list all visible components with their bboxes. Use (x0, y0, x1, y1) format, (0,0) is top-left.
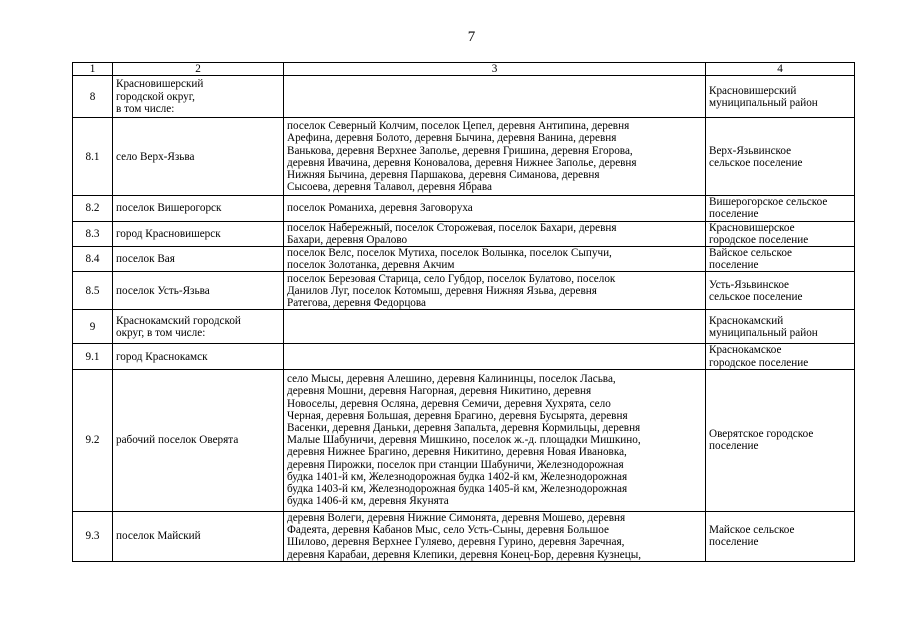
municipality-name-line: Оверятское городское (709, 428, 814, 441)
settlement-list-line: поселок Велс, поселок Мутиха, поселок Волынка, поселок Сыпучи, (287, 247, 612, 260)
settlement-name-line: город Краснокамск (116, 350, 208, 363)
municipality-name-line: поселение (709, 259, 759, 272)
settlement-name-line: село Верх-Язьва (116, 150, 195, 163)
settlement-name (113, 272, 284, 310)
settlement-name-line: Красновишерский (116, 78, 204, 91)
row-number: 8.4 (73, 247, 113, 272)
municipality-name (706, 369, 855, 511)
municipality-name-line: городское поселение (709, 233, 809, 246)
table-row (73, 511, 855, 561)
settlement-list-line: Фадеята, деревня Кабанов Мыс, село Усть-Сыны, деревня Большое (287, 524, 609, 537)
settlement-list-line: Шилово, деревня Верхнее Гуляево, деревня Гурино, деревня Заречная, (287, 536, 625, 549)
table-row (73, 247, 855, 272)
row-number: 8.2 (73, 196, 113, 221)
settlement-name-line: округ, в том числе: (116, 326, 206, 339)
settlement-list-line: Нижняя Бычина, деревня Паршакова, деревня Симанова, деревня (287, 168, 600, 181)
settlement-list-line: Ратегова, деревня Федорцова (287, 297, 426, 310)
row-number: 8 (73, 76, 113, 118)
row-number: 9.3 (73, 511, 113, 561)
settlement-list-line: будка 1406-й км, деревня Якунята (287, 495, 449, 508)
municipality-name-line: сельское поселение (709, 156, 803, 169)
settlement-list (284, 272, 706, 310)
settlement-list-line: будка 1403-й км, Железнодорожная будка 1405-й км, Железнодорожная (287, 483, 628, 496)
settlement-name (113, 369, 284, 511)
settlement-list (284, 511, 706, 561)
municipality-name-line: городское поселение (709, 356, 809, 369)
header-cell-2: 2 (113, 63, 284, 76)
settlement-list (284, 196, 706, 221)
table-row (73, 221, 855, 246)
settlement-list-line: поселок Березовая Старица, село Губдор, поселок Булатово, поселок (287, 272, 616, 285)
settlement-list-line: деревня Нижнее Брагино, деревня Никитино, деревня Новая Ивановка, (287, 446, 627, 459)
municipality-name-line: Вишерогорское сельское (709, 196, 828, 209)
settlement-name-line: поселок Вишерогорск (116, 202, 222, 215)
settlement-name (113, 196, 284, 221)
settlement-list-line: поселок Северный Колчим, поселок Цепел, деревня Антипина, деревня (287, 120, 630, 133)
table-row (73, 76, 855, 118)
municipality-name-line: Красновишерский (709, 84, 797, 97)
municipality-name-line: поселение (709, 536, 759, 549)
settlement-list (284, 344, 706, 369)
municipality-name-line: Усть-Язьвинское (709, 278, 790, 291)
settlement-list-line: Черная, деревня Большая, деревня Брагино, деревня Бусырята, деревня (287, 409, 628, 422)
row-number: 9.2 (73, 369, 113, 511)
settlement-name (113, 247, 284, 272)
municipality-name (706, 272, 855, 310)
settlement-list (284, 118, 706, 196)
settlement-list-line: деревня Пирожки, поселок при станции Шабуничи, Железнодорожная (287, 458, 624, 471)
table-row (73, 272, 855, 310)
settlement-name-line: городской округ, (116, 90, 195, 103)
settlement-list-line: Арефина, деревня Болото, деревня Бычина, деревня Ванина, деревня (287, 132, 617, 145)
settlement-list-line: деревня Волеги, деревня Нижние Симонята, деревня Мошево, деревня (287, 511, 626, 524)
settlement-name-line: поселок Усть-Язьва (116, 284, 210, 297)
settlement-list (284, 76, 706, 118)
settlement-list-line: село Мысы, деревня Алешино, деревня Калининцы, поселок Ласьва, (287, 373, 616, 386)
municipality-name (706, 344, 855, 369)
municipality-name-line: Краснокамский (709, 314, 784, 327)
municipality-name (706, 247, 855, 272)
municipality-name-line: сельское поселение (709, 290, 803, 303)
row-number: 9 (73, 310, 113, 344)
row-number: 8.1 (73, 118, 113, 196)
settlement-list-line: поселок Набережный, поселок Сторожевая, поселок Бахари, деревня (287, 221, 617, 234)
header-cell-1: 1 (73, 63, 113, 76)
municipality-name (706, 511, 855, 561)
municipality-name (706, 118, 855, 196)
row-number: 8.3 (73, 221, 113, 246)
settlement-list-line: Ванькова, деревня Верхнее Заполье, деревня Гришина, деревня Егорова, (287, 144, 633, 157)
page-number: 7 (467, 29, 476, 45)
table-row (73, 118, 855, 196)
settlement-name (113, 221, 284, 246)
municipality-name (706, 196, 855, 221)
municipality-name-line: Красновишерское (709, 221, 795, 234)
settlement-list-line: Данилов Луг, поселок Котомыш, деревня Нижняя Язьва, деревня (287, 284, 597, 297)
settlements-table (72, 62, 855, 562)
municipality-name-line: Верх-Язьвинское (709, 144, 792, 157)
municipality-name-line: муниципальный район (709, 96, 818, 109)
settlement-list-line: поселок Золотанка, деревня Акчим (287, 259, 455, 272)
settlement-list-line: деревня Мошни, деревня Нагорная, деревня Никитино, деревня (287, 385, 592, 398)
table-body (73, 63, 855, 562)
settlement-list-line: Васенки, деревня Даньки, деревня Запальта, деревня Кормильцы, деревня (287, 422, 641, 435)
header-row (73, 63, 855, 76)
settlement-name-line: город Красновишерск (116, 227, 221, 240)
header-cell-3: 3 (284, 63, 706, 76)
settlement-list (284, 369, 706, 511)
municipality-name-line: Вайское сельское (709, 247, 793, 260)
table-row (73, 344, 855, 369)
settlement-list (284, 247, 706, 272)
municipality-name (706, 221, 855, 246)
municipality-name (706, 310, 855, 344)
settlement-list-line: Малые Шабуничи, деревня Мишкино, поселок ж.-д. площадки Мишкино, (287, 434, 641, 447)
settlement-list-line: деревня Ивачина, деревня Коновалова, деревня Нижнее Заполье, деревня (287, 156, 637, 169)
table-row (73, 196, 855, 221)
settlement-name (113, 344, 284, 369)
settlement-list (284, 221, 706, 246)
row-number: 9.1 (73, 344, 113, 369)
settlement-name (113, 511, 284, 561)
table-row (73, 310, 855, 344)
header-cell-4: 4 (706, 63, 855, 76)
settlement-list (284, 310, 706, 344)
settlement-name-line: рабочий поселок Оверята (116, 434, 239, 447)
municipality-name-line: Краснокамское (709, 344, 782, 357)
municipality-name-line: поселение (709, 208, 759, 221)
settlement-name-line: поселок Вая (116, 253, 175, 266)
settlement-name-line: в том числе: (116, 102, 175, 115)
table-row (73, 369, 855, 511)
settlement-list-line: будка 1401-й км, Железнодорожная будка 1402-й км, Железнодорожная (287, 470, 628, 483)
settlement-name-line: поселок Майский (116, 530, 201, 543)
settlement-list-line: Новоселы, деревня Осляна, деревня Семичи, деревня Хухрята, село (287, 397, 611, 410)
settlement-name (113, 310, 284, 344)
municipality-name-line: Майское сельское (709, 524, 795, 537)
settlement-name (113, 76, 284, 118)
settlement-list-line: Сысоева, деревня Талавол, деревня Ябрава (287, 181, 493, 194)
municipality-name-line: поселение (709, 440, 759, 453)
settlement-list-line: поселок Романиха, деревня Заговоруха (287, 202, 473, 215)
row-number: 8.5 (73, 272, 113, 310)
municipality-name (706, 76, 855, 118)
settlement-list-line: Бахари, деревня Оралово (287, 233, 408, 246)
settlement-name-line: Краснокамский городской (116, 314, 241, 327)
settlement-name (113, 118, 284, 196)
settlement-list-line: деревня Карабаи, деревня Клепики, деревня Конец-Бор, деревня Кузнецы, (287, 548, 642, 561)
municipality-name-line: муниципальный район (709, 326, 818, 339)
